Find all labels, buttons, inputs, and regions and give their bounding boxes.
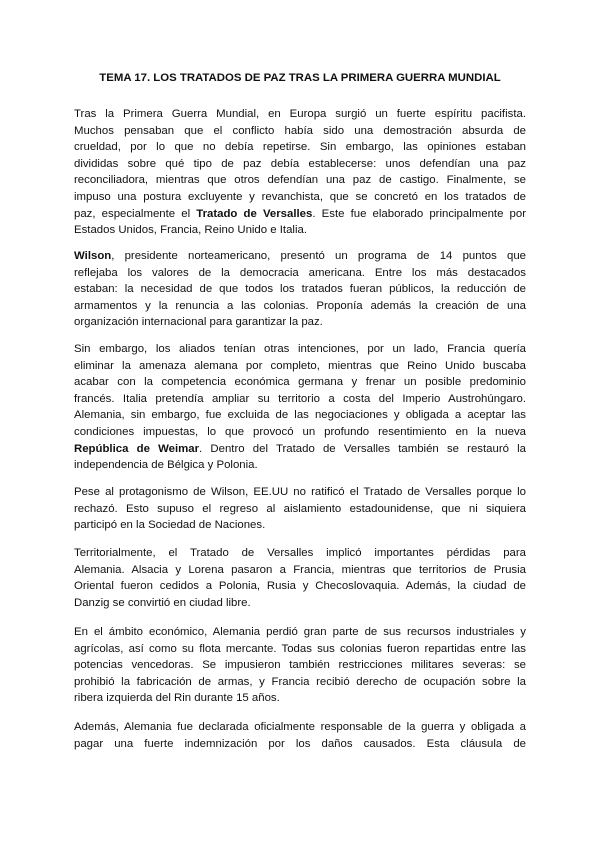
paragraph-line: Territorialmente, el Tratado de Versalles implicó importantes pérdidas para <box>74 547 526 559</box>
paragraph-line: Además, Alemania fue declarada oficialmente responsable de la guerra y obligada a <box>74 721 526 733</box>
paragraph-line: reflejaba los valores de la democracia americana. Entre los más destacados <box>74 266 526 279</box>
paragraph-line: impuso una postura excluyente y revanchista, que se concretó en los tratados de <box>74 190 526 203</box>
paragraph-line: francés. Italia pretendía ampliar su territorio a costa del Imperio Austrohúngaro. <box>74 392 526 405</box>
bold-term-weimar: República de Weimar <box>74 442 200 455</box>
paragraph-line: condiciones impuestas, lo que provocó un profundo resentimiento en la nueva <box>74 425 526 438</box>
text-run: . Este fue elaborado principalmente por <box>312 207 527 220</box>
bold-term-wilson: Wilson <box>74 250 112 262</box>
paragraph-line: agrícolas, así como su flota mercante. Todas sus colonias fueron repartidas entre las <box>74 642 526 655</box>
paragraph-line: acabar con la competencia económica germana y frenar un posible predominio <box>74 376 526 389</box>
text-run: paz, especialmente el <box>74 207 197 220</box>
paragraph-line: independencia de Bélgica y Polonia. <box>74 459 258 472</box>
paragraph-line: eliminar la amenaza alemana por completo, mientras que Reino Unido buscaba <box>74 359 526 372</box>
paragraph-line: reconciliadora, mientras que otros defendían una paz de castigo. Finalmente, se <box>74 174 526 187</box>
text-run: . Dentro del Tratado de Versalles también se restauró la <box>199 442 526 455</box>
paragraph-line: organización internacional para garantizar la paz. <box>74 316 323 329</box>
paragraph-line: Muchos pensaban que el conflicto había sido una demostración absurda de <box>74 124 526 137</box>
paragraph-4 <box>74 484 526 534</box>
paragraph-line: En el ámbito económico, Alemania perdió gran parte de sus recursos industriales y <box>74 626 526 638</box>
paragraph-line: potencias vencedoras. Se impusieron también restricciones militares severas: se <box>74 659 526 672</box>
paragraph-line: Sin embargo, los aliados tenían otras intenciones, por un lado, Francia quería <box>74 343 526 355</box>
paragraph-line: Danzig se convirtió en ciudad libre. <box>74 596 251 609</box>
paragraph-line: Estados Unidos, Francia, Reino Unido e Italia. <box>74 224 307 237</box>
paragraph-line <box>74 441 526 458</box>
bold-term-versalles: Tratado de Versalles <box>196 207 313 220</box>
paragraph-line: Alemania, sin embargo, fue excluida de las negociaciones y obligada a aceptar las <box>74 409 526 422</box>
paragraph-line: rechazó. Esto supuso el regreso al aislamiento estadounidense, que ni siquiera <box>74 502 526 515</box>
paragraph-line: estaban: la necesidad de que todos los tratados fueran públicos, la reducción de <box>74 283 526 296</box>
paragraph-1 <box>74 106 526 239</box>
paragraph-line: Oriental fueron cedidos a Polonia, Rusia y Checoslovaquia. Además, la ciudad de <box>74 580 526 593</box>
paragraph-line: Alemania. Alsacia y Lorena pasaron a Francia, mientras que territorios de Prusia <box>74 563 526 576</box>
paragraph-3 <box>74 341 526 474</box>
paragraph-line: divididas sobre qué tipo de paz debía establecerse: unos defendían una paz <box>74 157 526 170</box>
paragraph-5 <box>74 545 526 611</box>
paragraph-2 <box>74 248 526 331</box>
paragraph-line: armamentos y la renuncia a las colonias. Proponía además la creación de una <box>74 299 526 312</box>
paragraph-7 <box>74 719 526 752</box>
paragraph-line: participó en la Sociedad de Naciones. <box>74 519 266 532</box>
paragraph-line <box>74 248 526 265</box>
paragraph-line <box>74 206 526 223</box>
paragraph-line: prohibió la fabricación de armas, y Francia recibió derecho de ocupación sobre la <box>74 675 526 688</box>
paragraph-line: Pese al protagonismo de Wilson, EE.UU no ratificó el Tratado de Versalles porque lo <box>74 486 526 498</box>
paragraph-line: pagar una fuerte indemnización por los daños causados. Esta cláusula de <box>74 737 526 750</box>
paragraph-6 <box>74 624 526 707</box>
paragraph-line: crueldad, por lo que no debía repetirse. Sin embargo, las opiniones estaban <box>74 141 526 154</box>
paragraph-line: Tras la Primera Guerra Mundial, en Europa surgió un fuerte espíritu pacifista. <box>74 108 526 120</box>
paragraph-line: ribera izquierda del Rin durante 15 años. <box>74 692 280 705</box>
text-run: , presidente norteamericano, presentó un programa de 14 puntos que <box>111 250 526 262</box>
page-title: TEMA 17. LOS TRATADOS DE PAZ TRAS LA PRIMERA GUERRA MUNDIAL <box>99 72 501 84</box>
